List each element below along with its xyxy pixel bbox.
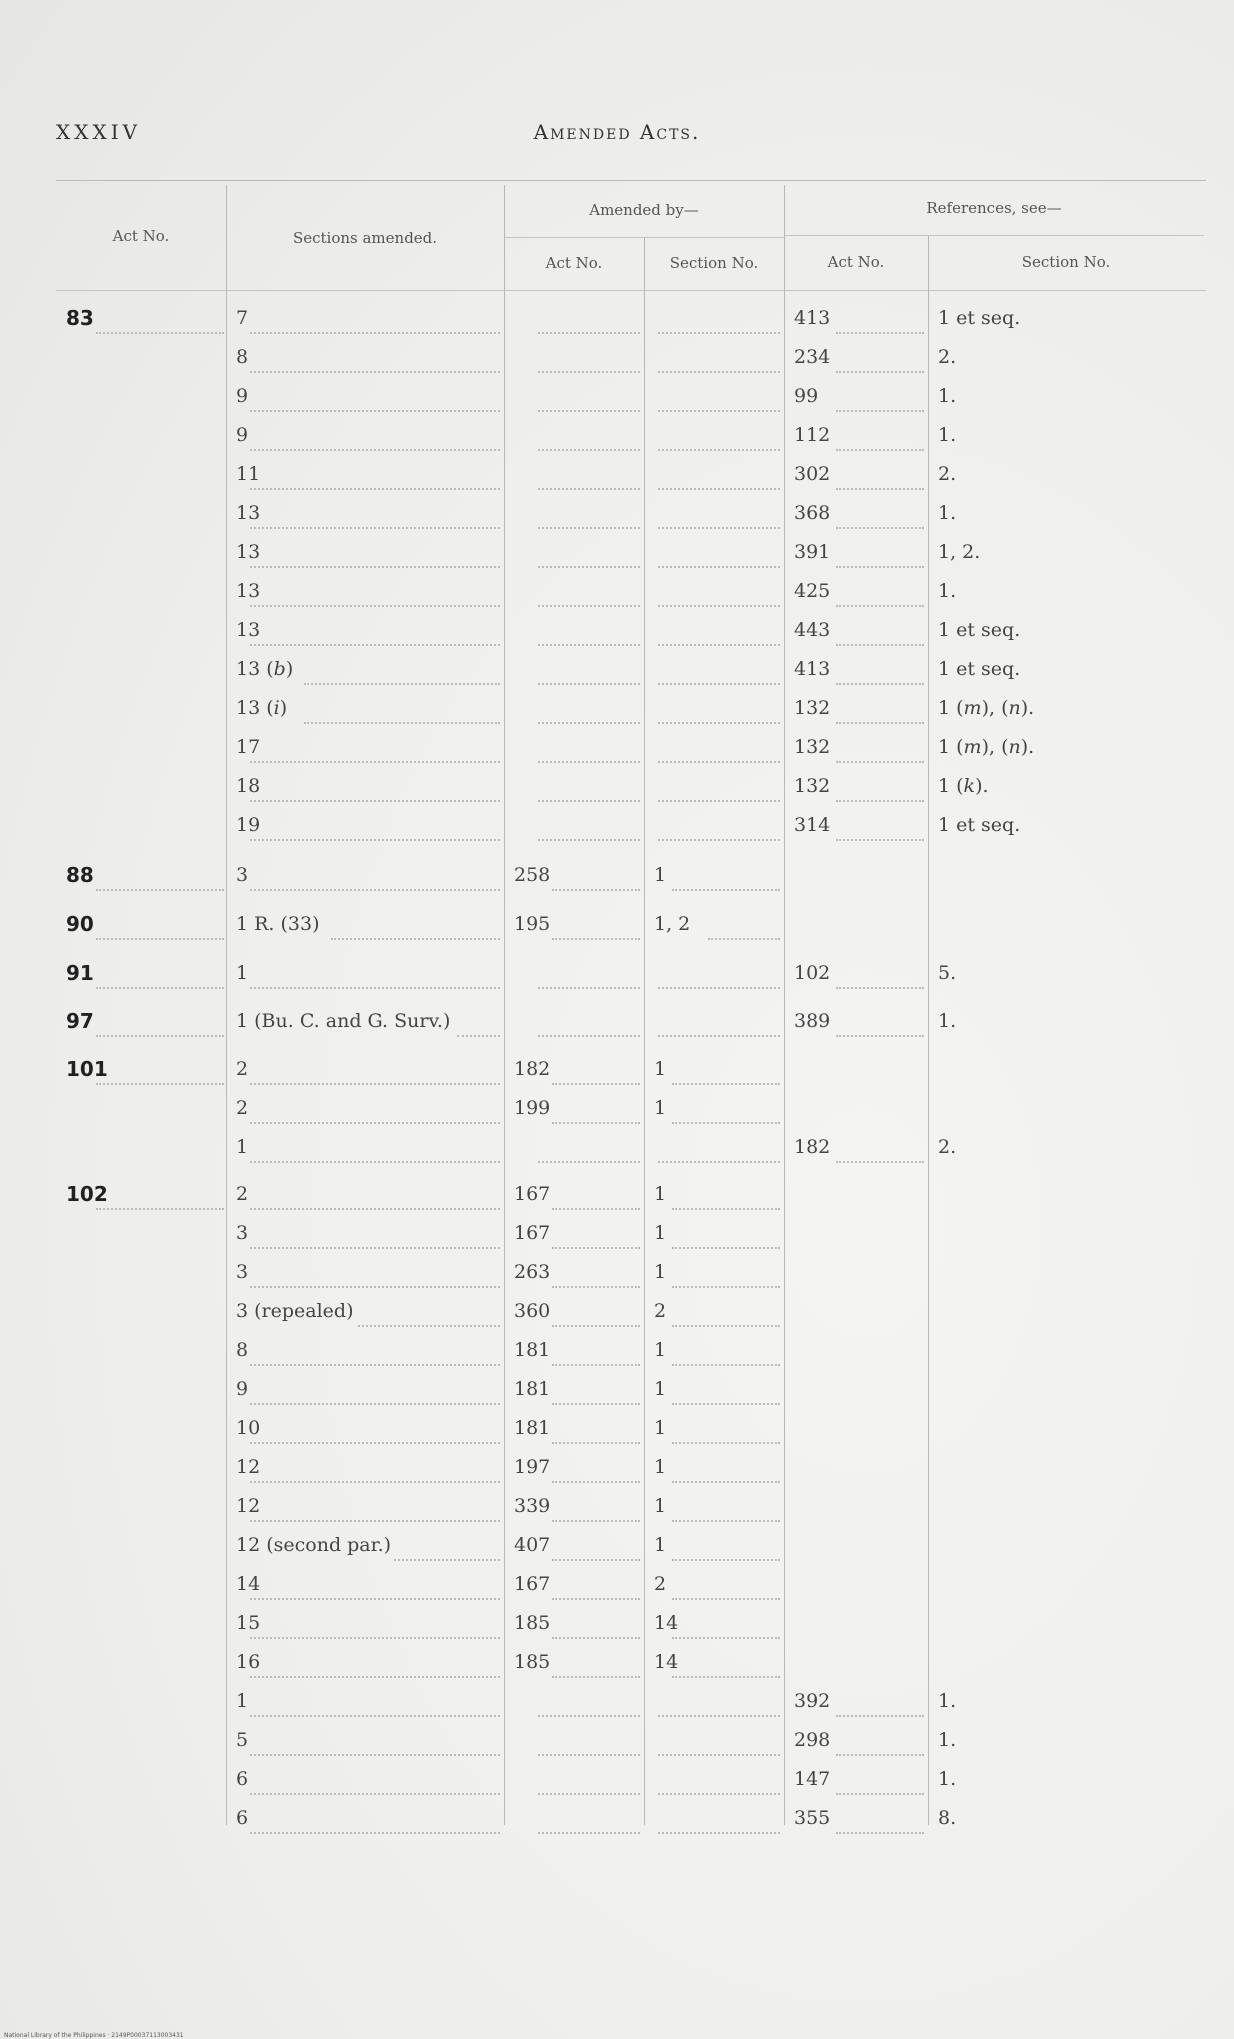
dot-leader [658,408,780,412]
cell-section: 2 [236,1097,249,1119]
cell-ref-sec: 1 et seq. [938,814,1021,836]
dot-leader [658,759,780,763]
cell-am-sec: 14 [654,1612,679,1634]
dot-leader [552,1081,640,1085]
dot-leader [96,936,224,940]
dot-leader [250,887,500,891]
dot-leader [96,1206,224,1210]
dot-leader [250,1674,500,1678]
cell-section: 19 [236,814,261,836]
cell-ref-sec: 5. [938,962,957,984]
dot-leader [96,1081,224,1085]
header-bottom-rule [56,290,1206,291]
cell-ref-act: 368 [794,502,831,524]
cell-section: 12 [236,1495,261,1517]
cell-am-act: 339 [514,1495,551,1517]
dot-leader [552,1635,640,1639]
cell-am-sec: 1 [654,1378,667,1400]
dot-leader [538,603,640,607]
cell-ref-act: 391 [794,541,831,563]
cell-ref-act: 355 [794,1807,831,1829]
dot-leader [836,1791,924,1795]
cell-act: 101 [66,1057,108,1081]
cell-ref-sec: 1, 2. [938,541,981,563]
cell-ref-sec: 1. [938,385,957,407]
column-separator [644,237,645,1825]
dot-leader [358,1323,500,1327]
dot-leader [331,936,500,940]
cell-section: 8 [236,346,249,368]
cell-ref-act: 132 [794,736,831,758]
cell-am-act: 167 [514,1222,551,1244]
cell-am-sec: 1 [654,1456,667,1478]
header-amended-section-no: Section No. [669,254,759,272]
header-act-no: Act No. [112,227,170,245]
cell-section: 6 [236,1807,249,1829]
dot-leader [538,759,640,763]
dot-leader [250,1791,500,1795]
dot-leader [250,486,500,490]
dot-leader [658,564,780,568]
cell-section: 13 [236,502,261,524]
cell-act: 88 [66,863,94,887]
dot-leader [672,1323,780,1327]
cell-section: 18 [236,775,261,797]
dot-leader [836,330,924,334]
cell-section: 9 [236,385,249,407]
cell-act: 97 [66,1009,94,1033]
dot-leader [552,1323,640,1327]
cell-ref-sec: 1 (m), (n). [938,736,1035,758]
dot-leader [658,525,780,529]
cell-act: 90 [66,912,94,936]
dot-leader [250,1362,500,1366]
cell-am-sec: 2 [654,1300,667,1322]
cell-section: 2 [236,1058,249,1080]
header-sections-amended: Sections amended. [292,229,438,247]
cell-section: 10 [236,1417,261,1439]
dot-leader [836,1752,924,1756]
dot-leader [538,642,640,646]
dot-leader [250,1159,500,1163]
dot-leader [672,1440,780,1444]
cell-am-act: 195 [514,913,551,935]
cell-am-sec: 1 [654,864,667,886]
cell-ref-act: 132 [794,697,831,719]
cell-ref-act: 314 [794,814,831,836]
dot-leader [250,1401,500,1405]
dot-leader [538,837,640,841]
cell-section: 3 (repealed) [236,1300,354,1322]
dot-leader [658,603,780,607]
dot-leader [836,720,924,724]
cell-am-act: 263 [514,1261,551,1283]
cell-ref-sec: 2. [938,463,957,485]
cell-act: 83 [66,306,94,330]
cell-ref-sec: 1. [938,502,957,524]
cell-am-sec: 1 [654,1058,667,1080]
cell-ref-sec: 1 et seq. [938,619,1021,641]
page-title: Amended Acts. [533,120,701,144]
cell-am-act: 167 [514,1183,551,1205]
cell-section: 3 [236,864,249,886]
dot-leader [658,1830,780,1834]
dot-leader [250,1713,500,1717]
column-separator [226,185,227,1825]
cell-ref-sec: 1 (k). [938,775,989,797]
cell-section: 16 [236,1651,261,1673]
cell-am-act: 185 [514,1651,551,1673]
dot-leader [672,1120,780,1124]
cell-section: 12 (second par.) [236,1534,392,1556]
dot-leader [538,1713,640,1717]
column-separator [504,185,505,1825]
cell-ref-act: 112 [794,424,831,446]
page-number: XXXIV [56,120,142,144]
dot-leader [552,1557,640,1561]
header-references: References, see— [926,199,1062,217]
dot-leader [304,681,500,685]
cell-am-act: 407 [514,1534,551,1556]
dot-leader [836,837,924,841]
dot-leader [658,1752,780,1756]
cell-am-act: 258 [514,864,551,886]
dot-leader [552,1362,640,1366]
dot-leader [836,408,924,412]
dot-leader [672,1635,780,1639]
cell-ref-act: 413 [794,307,831,329]
dot-leader [250,1284,500,1288]
cell-section: 17 [236,736,261,758]
cell-am-sec: 1 [654,1097,667,1119]
dot-leader [538,486,640,490]
cell-am-act: 181 [514,1378,551,1400]
cell-section: 13 (b) [236,658,294,680]
dot-leader [250,1752,500,1756]
cell-act: 102 [66,1182,108,1206]
dot-leader [538,985,640,989]
dot-leader [538,1830,640,1834]
cell-section: 8 [236,1339,249,1361]
cell-section: 14 [236,1573,261,1595]
cell-am-sec: 1 [654,1339,667,1361]
dot-leader [250,447,500,451]
dot-leader [672,1479,780,1483]
cell-am-act: 360 [514,1300,551,1322]
dot-leader [836,447,924,451]
cell-section: 9 [236,424,249,446]
cell-am-sec: 1 [654,1495,667,1517]
cell-section: 1 [236,1690,249,1712]
dot-leader [250,642,500,646]
cell-ref-sec: 2. [938,1136,957,1158]
cell-section: 1 (Bu. C. and G. Surv.) [236,1010,451,1032]
cell-ref-sec: 1. [938,1768,957,1790]
dot-leader [836,1830,924,1834]
dot-leader [250,1081,500,1085]
dot-leader [552,1479,640,1483]
dot-leader [658,985,780,989]
cell-section: 13 [236,541,261,563]
cell-ref-sec: 1. [938,1690,957,1712]
cell-am-act: 199 [514,1097,551,1119]
cell-ref-sec: 8. [938,1807,957,1829]
dot-leader [250,1635,500,1639]
scan-footer: National Library of the Philippines · 2149P00037113003431 [4,2032,184,2039]
dot-leader [96,887,224,891]
dot-leader [457,1033,500,1037]
dot-leader [672,1206,780,1210]
dot-leader [552,1120,640,1124]
cell-section: 1 [236,1136,249,1158]
cell-ref-act: 413 [794,658,831,680]
cell-ref-act: 99 [794,385,819,407]
cell-section: 3 [236,1222,249,1244]
top-rule [56,180,1206,181]
dot-leader [658,486,780,490]
dot-leader [250,1440,500,1444]
dot-leader [538,798,640,802]
cell-am-sec: 1 [654,1534,667,1556]
dot-leader [538,681,640,685]
cell-ref-act: 443 [794,619,831,641]
dot-leader [538,447,640,451]
dot-leader [552,1284,640,1288]
dot-leader [552,1401,640,1405]
dot-leader [250,1479,500,1483]
dot-leader [394,1557,500,1561]
dot-leader [836,1713,924,1717]
dot-leader [250,798,500,802]
cell-am-sec: 1 [654,1261,667,1283]
dot-leader [250,525,500,529]
dot-leader [836,1033,924,1037]
dot-leader [538,564,640,568]
cell-ref-sec: 1 et seq. [938,307,1021,329]
dot-leader [836,603,924,607]
dot-leader [672,1284,780,1288]
cell-ref-act: 147 [794,1768,831,1790]
dot-leader [250,369,500,373]
dot-leader [538,525,640,529]
dot-leader [538,1033,640,1037]
dot-leader [672,1081,780,1085]
dot-leader [658,1159,780,1163]
dot-leader [250,1206,500,1210]
dot-leader [96,1033,224,1037]
dot-leader [836,759,924,763]
dot-leader [672,1674,780,1678]
header-ref-act-no: Act No. [827,253,885,271]
cell-ref-act: 389 [794,1010,831,1032]
cell-section: 13 [236,619,261,641]
cell-ref-sec: 1. [938,424,957,446]
header-ref-section-no: Section No. [1021,253,1111,271]
dot-leader [658,369,780,373]
cell-section: 9 [236,1378,249,1400]
dot-leader [552,1596,640,1600]
header-amended-by: Amended by— [589,201,699,219]
cell-ref-act: 302 [794,463,831,485]
dot-leader [552,1674,640,1678]
dot-leader [96,985,224,989]
dot-leader [836,525,924,529]
dot-leader [250,330,500,334]
cell-ref-sec: 1 (m), (n). [938,697,1035,719]
dot-leader [836,642,924,646]
dot-leader [658,681,780,685]
cell-section: 1 R. (33) [236,913,320,935]
cell-section: 2 [236,1183,249,1205]
dot-leader [552,1245,640,1249]
dot-leader [250,1120,500,1124]
dot-leader [250,759,500,763]
column-separator [784,185,785,1825]
dot-leader [538,408,640,412]
dot-leader [658,1791,780,1795]
header-subrule-references [784,235,1204,236]
dot-leader [538,330,640,334]
cell-ref-act: 425 [794,580,831,602]
cell-ref-sec: 1. [938,580,957,602]
dot-leader [250,564,500,568]
dot-leader [250,837,500,841]
dot-leader [250,1596,500,1600]
cell-ref-sec: 1 et seq. [938,658,1021,680]
header-amended-act-no: Act No. [545,254,603,272]
dot-leader [672,1557,780,1561]
dot-leader [538,1159,640,1163]
dot-leader [538,369,640,373]
dot-leader [538,1752,640,1756]
dot-leader [96,330,224,334]
cell-am-act: 182 [514,1058,551,1080]
cell-section: 13 [236,580,261,602]
dot-leader [552,1518,640,1522]
cell-section: 12 [236,1456,261,1478]
dot-leader [836,1159,924,1163]
dot-leader [836,985,924,989]
cell-ref-act: 102 [794,962,831,984]
cell-am-sec: 1 [654,1417,667,1439]
cell-ref-act: 298 [794,1729,831,1751]
dot-leader [836,564,924,568]
dot-leader [708,936,780,940]
cell-am-act: 181 [514,1339,551,1361]
dot-leader [658,798,780,802]
cell-section: 13 (i) [236,697,288,719]
dot-leader [552,936,640,940]
cell-section: 11 [236,463,261,485]
dot-leader [658,1713,780,1717]
cell-section: 3 [236,1261,249,1283]
dot-leader [672,1401,780,1405]
cell-am-act: 167 [514,1573,551,1595]
dot-leader [836,681,924,685]
dot-leader [552,1440,640,1444]
cell-am-sec: 1, 2 [654,913,691,935]
dot-leader [836,369,924,373]
dot-leader [304,720,500,724]
cell-section: 5 [236,1729,249,1751]
dot-leader [672,1245,780,1249]
cell-am-act: 197 [514,1456,551,1478]
dot-leader [672,887,780,891]
cell-ref-sec: 2. [938,346,957,368]
dot-leader [250,1245,500,1249]
dot-leader [658,837,780,841]
dot-leader [250,1518,500,1522]
dot-leader [250,985,500,989]
cell-am-act: 185 [514,1612,551,1634]
dot-leader [836,486,924,490]
cell-am-sec: 2 [654,1573,667,1595]
dot-leader [658,447,780,451]
cell-section: 1 [236,962,249,984]
cell-am-sec: 1 [654,1183,667,1205]
cell-ref-act: 234 [794,346,831,368]
dot-leader [552,887,640,891]
dot-leader [836,798,924,802]
cell-am-sec: 1 [654,1222,667,1244]
column-separator [928,235,929,1825]
dot-leader [250,603,500,607]
dot-leader [672,1596,780,1600]
dot-leader [250,1830,500,1834]
dot-leader [538,1791,640,1795]
cell-ref-act: 392 [794,1690,831,1712]
dot-leader [250,408,500,412]
cell-ref-act: 182 [794,1136,831,1158]
cell-section: 15 [236,1612,261,1634]
dot-leader [672,1518,780,1522]
cell-section: 7 [236,307,249,329]
cell-am-act: 181 [514,1417,551,1439]
dot-leader [658,642,780,646]
dot-leader [658,1033,780,1037]
cell-ref-sec: 1. [938,1010,957,1032]
cell-section: 6 [236,1768,249,1790]
dot-leader [672,1362,780,1366]
dot-leader [658,330,780,334]
dot-leader [658,720,780,724]
dot-leader [552,1206,640,1210]
cell-ref-sec: 1. [938,1729,957,1751]
cell-am-sec: 14 [654,1651,679,1673]
dot-leader [538,720,640,724]
cell-act: 91 [66,961,94,985]
cell-ref-act: 132 [794,775,831,797]
